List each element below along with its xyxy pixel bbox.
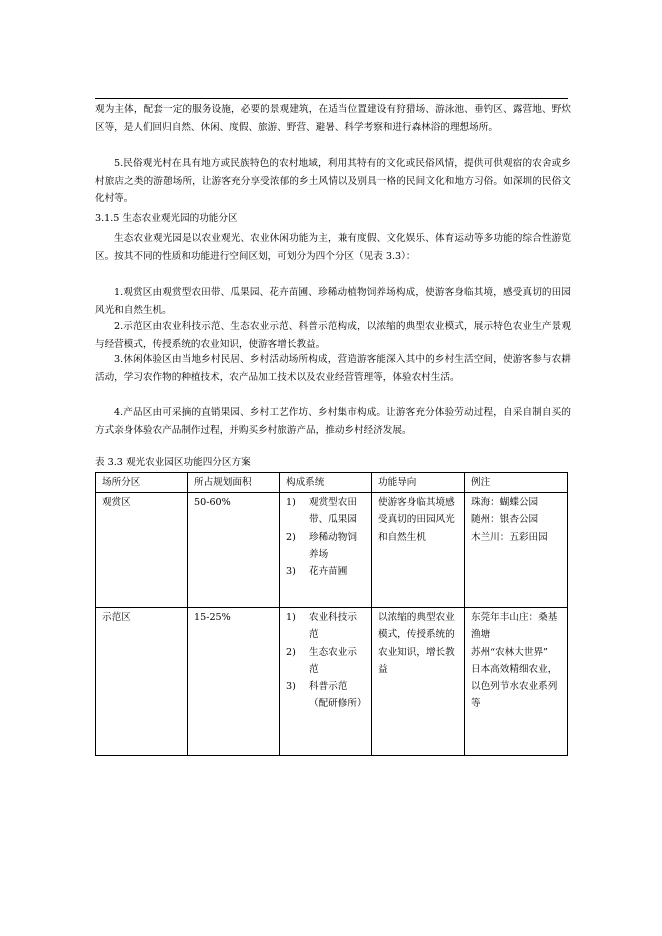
cell-area: 15-25%: [188, 608, 280, 756]
cell-function: 以浓缩的典型农业模式，传授系统的农业知识，增长教益: [372, 608, 465, 756]
list-item: 1) 农业科技示范: [286, 612, 357, 641]
list-item: 2) 珍稀动物饲养场: [286, 531, 357, 560]
header-systems: 构成系统: [280, 473, 372, 493]
cell-area: 50-60%: [188, 493, 280, 608]
header-examples: 例注: [465, 473, 568, 493]
cell-examples: [465, 493, 568, 608]
table-caption: 表 3.3 观光农业园区功能四分区方案: [95, 457, 251, 468]
paragraph-folk-village: 5.民俗观光村在具有地方或民族特色的农村地域，利用其特有的文化或民俗风情，提供可供观宿的农舍或乡村旅店之类的游憩场所，让游客充分享受浓郁的乡土风情以及别具一格的民间文化和地方习俗。如深圳的民俗文化村等。: [95, 158, 571, 204]
cell-systems: [280, 608, 372, 756]
list-item: 3) 花卉苗圃: [286, 566, 348, 578]
header-zone: 场所分区: [96, 473, 188, 493]
list-item: 3) 科普示范（配研修所）: [286, 681, 367, 710]
cell-systems: [280, 493, 372, 608]
zone-plan-table: [95, 472, 568, 756]
table-header-row: [96, 473, 568, 493]
paragraph-demo-zone: 2.示范区由农业科技示范、生态农业示范、科普示范构成，以浓缩的典型农业模式，展示特色农业生产景观与经营模式，传授系统的农业知识，使游客增长教益。: [95, 321, 571, 350]
table-row: [96, 608, 568, 756]
table-row: [96, 493, 568, 608]
example-line: 日本高效精细农业，以色列节水农业系列等: [471, 663, 558, 710]
list-item: 2) 生态农业示范: [286, 646, 357, 675]
header-rule: [95, 98, 568, 99]
paragraph-park-overview: 生态农业观光园是以农业观光、农业休闲功能为主，兼有度假、文化娱乐、体育运动等多功能的综合性游览区。按其不同的性质和功能进行空间区划，可划分为四个分区（见表 3.3）：: [95, 233, 571, 262]
paragraph-leisure-zone: 3.休闲体验区由当地乡村民居、乡村活动场所构成，营造游客能深入其中的乡村生活空间，使游客参与农耕活动，学习农作物的种植技术，农产品加工技术以及农业经营管理等，体验农村生活。: [95, 354, 571, 383]
example-line: 珠海：蝴蝶公园: [471, 497, 539, 509]
cell-zone: 观赏区: [96, 493, 188, 608]
example-line: 木兰川：五彩田园: [471, 531, 548, 543]
header-function: 功能导向: [372, 473, 465, 493]
paragraph-product-zone: 4.产品区由可采摘的直销果园、乡村工艺作坊、乡村集市构成。让游客充分体验劳动过程，自采自制自买的方式亲身体验农产品制作过程，并购买乡村旅游产品，推动乡村经济发展。: [95, 407, 571, 436]
paragraph-viewing-zone: 1.观赏区由观赏型农田带、瓜果园、花卉苗圃、珍稀动植物饲养场构成，使游客身临其境，感受真切的田园风光和自然生机。: [95, 287, 571, 316]
cell-examples: [465, 608, 568, 756]
example-line: 苏州“农林大世界”: [471, 646, 548, 658]
cell-zone: 示范区: [96, 608, 188, 756]
example-line: 东莞年丰山庄：桑基渔塘: [471, 612, 558, 641]
example-line: 随州：银杏公园: [471, 514, 539, 526]
list-item: 1) 观赏型农田带、瓜果园: [286, 497, 357, 526]
cell-function: 使游客身临其境感受真切的田园风光和自然生机: [372, 493, 465, 608]
section-heading: 3.1.5 生态农业观光园的功能分区: [95, 213, 238, 224]
header-area: 所占规划面积: [188, 473, 280, 493]
paragraph-forest-park-continued: 观为主体，配套一定的服务设施，必要的景观建筑，在适当位置建设有狩猎场、游泳池、垂钓区、露营地、野炊区等，是人们回归自然、休闲、度假、旅游、野营、避暑、科学考察和进行森林浴的理想场所。: [95, 104, 571, 133]
